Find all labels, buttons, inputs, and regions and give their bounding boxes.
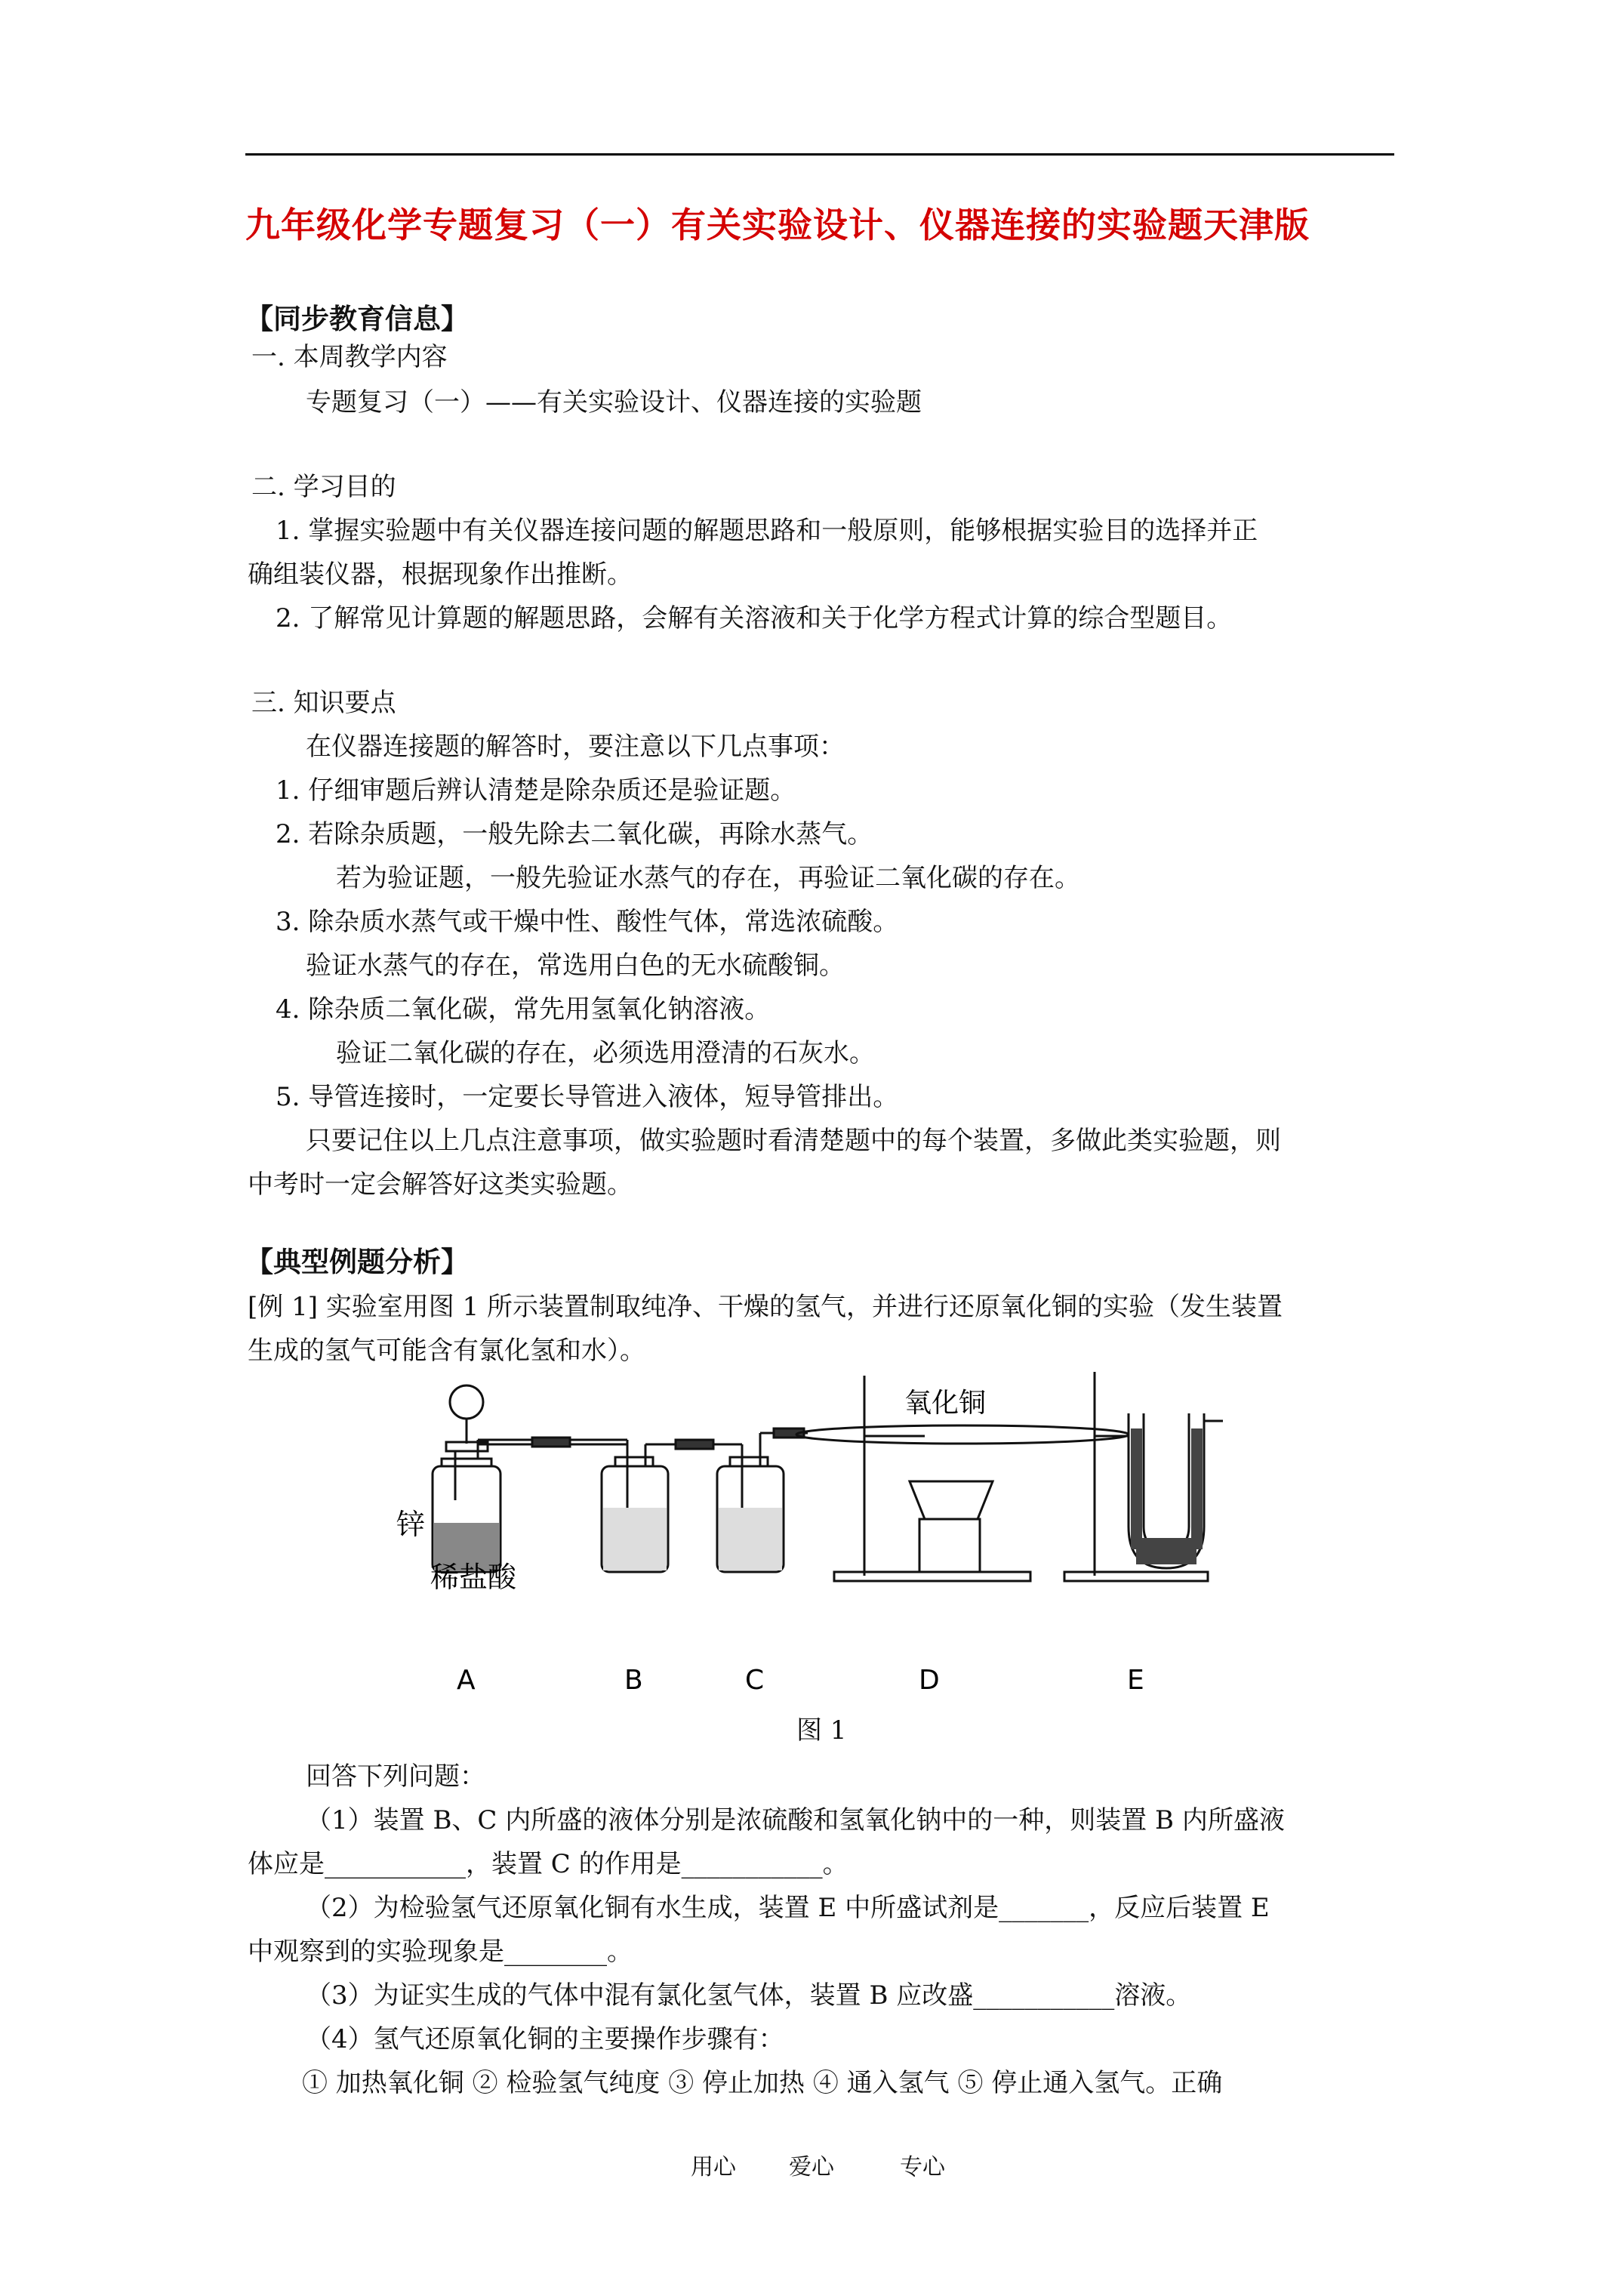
footer-text: 专心: [900, 2154, 945, 2180]
text-line: 在仪器连接题的解答时，要注意以下几点事项：: [306, 732, 845, 762]
text-line: 2. 若除杂质题，一般先除去二氧化碳，再除水蒸气。: [276, 819, 873, 849]
footer-text: 用心: [691, 2154, 736, 2180]
text-line: 5. 导管连接时，一定要长导管进入液体，短导管排出。: [276, 1082, 899, 1112]
footer-text: 爱心: [789, 2154, 834, 2180]
text-line: 专题复习（一）——有关实验设计、仪器连接的实验题: [306, 387, 922, 418]
text-line: 3. 除杂质水蒸气或干燥中性、酸性气体，常选浓硫酸。: [276, 907, 899, 937]
text-line: ① 加热氧化铜 ② 检验氢气纯度 ③ 停止加热 ④ 通入氢气 ⑤ 停止通入氢气。正确: [302, 2068, 1223, 2098]
text-line: 中观察到的实验现象是________。: [248, 1937, 633, 1967]
text-line: 三. 知识要点: [251, 688, 396, 718]
text-line: 验证水蒸气的存在，常选用白色的无水硫酸铜。: [306, 951, 845, 981]
label-copper-oxide: 氧化铜: [904, 1388, 987, 1419]
text-line: 生成的氢气可能含有氯化氢和水）。: [248, 1336, 645, 1366]
label-b: B: [624, 1665, 643, 1696]
section-heading-sync: 【同步教育信息】: [245, 303, 469, 335]
text-line: 1. 掌握实验题中有关仪器连接问题的解题思路和一般原则，能够根据实验目的选择并正: [276, 516, 1258, 546]
text-line: 确组装仪器，根据现象作出推断。: [248, 559, 633, 590]
text-line: 若为验证题，一般先验证水蒸气的存在，再验证二氧化碳的存在。: [336, 863, 1080, 893]
text-line: 只要记住以上几点注意事项，做实验题时看清楚题中的每个装置，多做此类实验题，则: [306, 1126, 1281, 1156]
text-line: （4）氢气还原氧化铜的主要操作步骤有：: [306, 2024, 784, 2054]
label-d: D: [919, 1665, 940, 1696]
text-line: [例 1] 实验室用图 1 所示装置制取纯净、干燥的氢气，并进行还原氧化铜的实验（发生装置: [248, 1292, 1283, 1322]
text-line: 体应是___________，装置 C 的作用是___________。: [248, 1849, 848, 1879]
page-title: 九年级化学专题复习（一）有关实验设计、仪器连接的实验题天津版: [245, 205, 1310, 245]
text-line: 中考时一定会解答好这类实验题。: [248, 1170, 633, 1200]
text-line: 4. 除杂质二氧化碳，常先用氢氧化钠溶液。: [276, 994, 771, 1025]
label-e: E: [1127, 1665, 1144, 1696]
text-line: 二. 学习目的: [251, 472, 396, 502]
label-c: C: [745, 1665, 765, 1696]
text-line: （3）为证实生成的气体中混有氯化氢气体，装置 B 应改盛___________溶液。: [306, 1980, 1192, 2011]
label-hydrochloric-acid: 稀盐酸: [430, 1561, 517, 1594]
text-line: 1. 仔细审题后辨认清楚是除杂质还是验证题。: [276, 775, 796, 806]
text-line: 回答下列问题：: [306, 1761, 485, 1792]
header-rule: [245, 153, 1394, 156]
apparatus-figure: [381, 1368, 1249, 1708]
text-line: 验证二氧化碳的存在，必须选用澄清的石灰水。: [336, 1038, 875, 1068]
text-line: （2）为检验氢气还原氧化铜有水生成，装置 E 中所盛试剂是_______，反应后装置 E: [306, 1893, 1270, 1923]
section-heading-example: 【典型例题分析】: [245, 1246, 469, 1278]
figure-caption: 图 1: [796, 1715, 847, 1746]
label-zinc: 锌: [396, 1508, 426, 1541]
text-line: （1）装置 B、C 内所盛的液体分别是浓硫酸和氢氧化钠中的一种，则装置 B 内所盛液: [306, 1805, 1285, 1835]
text-line: 一. 本周教学内容: [251, 342, 448, 372]
text-line: 2. 了解常见计算题的解题思路，会解有关溶液和关于化学方程式计算的综合型题目。: [276, 603, 1233, 633]
label-a: A: [457, 1665, 476, 1696]
